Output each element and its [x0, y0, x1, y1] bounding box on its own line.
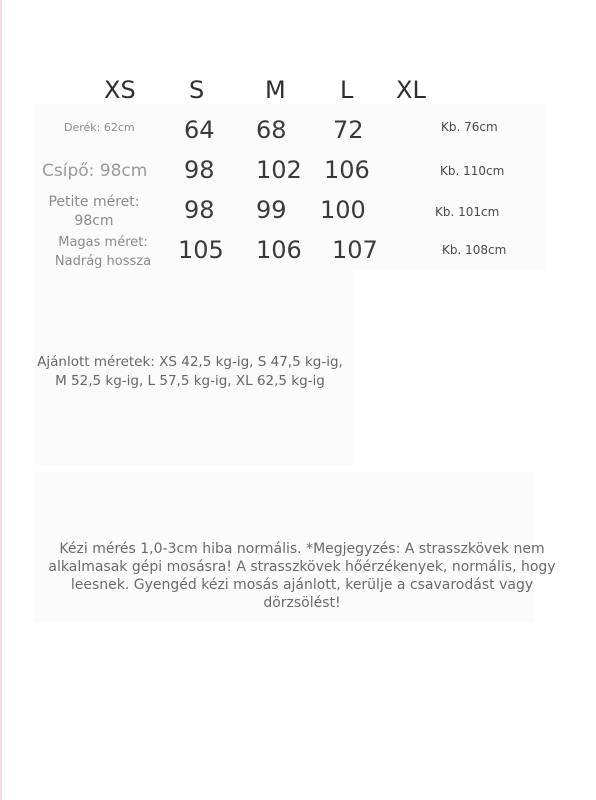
cell-petite-m: 100: [320, 196, 366, 224]
size-header-xs: XS: [104, 76, 136, 104]
row-label-tall-line2: Nadrág hossza: [54, 254, 152, 269]
cell-waist-xl: Kb. 76cm: [441, 120, 498, 134]
recommended-sizes-text: [22, 353, 358, 391]
cell-hip-s: 102: [256, 156, 302, 184]
row-label-petite-line2: 98cm: [74, 213, 114, 229]
size-header-xl: XL: [396, 76, 426, 104]
size-header-s: S: [189, 76, 205, 104]
cell-hip-xl: Kb. 110cm: [440, 164, 505, 178]
cell-waist-s: 68: [256, 116, 287, 144]
care-note-text: Kézi mérés 1,0-3cm hiba normális. *Megjegyzés: A strasszkövek nem alkalmasak gépi mosásra! A strasszkövek hőérzékenyek, normális, hogy leesnek. Gyengéd kézi mosás ajánlott, kerülje a csavarodást vagy dörzsölést!: [48, 541, 556, 611]
left-edge-line: [0, 0, 2, 800]
row-label-tall: [46, 233, 160, 271]
cell-tall-m: 107: [332, 236, 378, 264]
row-label-petite: [42, 193, 146, 231]
row-label-petite-line1: Petite méret:: [48, 194, 140, 210]
cell-tall-s: 106: [256, 236, 302, 264]
cell-petite-xl: Kb. 101cm: [435, 205, 500, 219]
row-label-hip: Csípő: 98cm: [42, 161, 148, 181]
recommended-line-1: Ajánlott méretek: XS 42,5 kg-ig, S 47,5 kg-ig,: [37, 354, 343, 370]
cell-hip-m: 106: [324, 156, 370, 184]
cell-waist-m: 72: [333, 116, 364, 144]
cell-tall-xs: 105: [178, 236, 224, 264]
size-header-m: M: [265, 76, 286, 104]
cell-petite-s: 99: [256, 196, 287, 224]
row-label-waist: Derék: 62cm: [64, 121, 135, 134]
cell-waist-xs: 64: [184, 116, 215, 144]
cell-petite-xs: 98: [184, 196, 215, 224]
row-label-tall-line1: Magas méret:: [58, 235, 148, 250]
cell-hip-xs: 98: [184, 156, 215, 184]
recommended-line-2: M 52,5 kg-ig, L 57,5 kg-ig, XL 62,5 kg-ig: [55, 373, 325, 389]
size-header-l: L: [340, 76, 354, 104]
cell-tall-xl: Kb. 108cm: [442, 243, 507, 257]
